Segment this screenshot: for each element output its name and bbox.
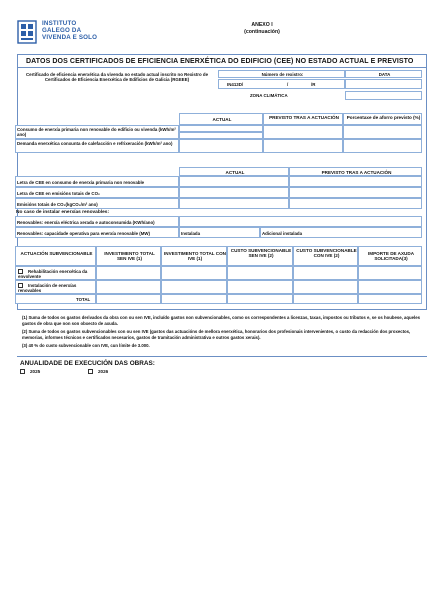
t2-row3-previsto[interactable] xyxy=(289,198,422,209)
t2-col-previsto: PREVISTO TRAS A ACTUACIÓN xyxy=(321,170,392,175)
t3-total-col6[interactable] xyxy=(358,294,422,304)
t2-row4-value[interactable] xyxy=(179,216,422,227)
t1-row1-label xyxy=(15,125,179,139)
t1-row2-text: Demanda enerxética conxunta de calefacción e refrixeración (kWh/m² ano) xyxy=(17,141,173,146)
t2-row3-text: Emisións totais de CO₂(kgCO₂/m² ano) xyxy=(17,202,98,207)
t1-row2-actual[interactable] xyxy=(179,139,263,153)
installed-label: Instalada xyxy=(181,231,201,236)
t2-row5-text: Renovables: capacidade operativa para enerxía renovable (MW) xyxy=(17,231,150,236)
t3-row1-col3[interactable] xyxy=(161,266,227,280)
t1-row1-actual[interactable] xyxy=(179,125,263,132)
t3-header-col3 xyxy=(161,246,227,266)
t1-row2-porcentaxe[interactable] xyxy=(343,139,422,153)
certificate-description: Certificado de eficiencia enerxética da vivenda no estado actual inscrito no Rexistro de Certificados de Eficiencia Enerxética de Edificios de Galicia (RGEEE) xyxy=(25,72,209,83)
t2-header-actual xyxy=(179,167,289,176)
t2-row1-text: Letra de CEE en consumo de enerxía primaria non renovable xyxy=(17,180,145,185)
annex-subtitle: (continuación) xyxy=(244,29,280,35)
t3-row1-col2[interactable] xyxy=(96,266,161,280)
t2-row1-previsto[interactable] xyxy=(289,176,422,187)
additional-installed-label: Adicional instalada xyxy=(262,231,303,236)
t3-row1-col6[interactable] xyxy=(358,266,422,280)
renewables-title: No caso de instalar enerxías renovables: xyxy=(16,210,110,215)
t3-header-col1 xyxy=(15,246,96,266)
t2-row4-label xyxy=(15,216,179,227)
climate-zone-field[interactable] xyxy=(345,91,422,100)
footnote-2: (2) Suma de todos os gastos subvencionables con ou sen IVE (gastos das actuacións de mellora enerxética, honorarios dos profesionais intervenientes, o custo da redacción dos proxectos, memorias, informes técnicos e certificados necesarios, gastos de tramitación administrativa e outros gastos xerais). xyxy=(22,328,411,341)
t3-col4: CUSTO SUBVENCIONABLE SEN IVE (2) xyxy=(230,248,292,259)
t3-row2-col2[interactable] xyxy=(96,280,161,294)
t3-row1-text: Rehabilitación enerxética da envolvente xyxy=(18,269,88,280)
years-title: ANUALIDADE DE EXECUCIÓN DAS OBRAS: xyxy=(20,360,155,367)
t3-total-col5[interactable] xyxy=(293,294,358,304)
logo-line-2: GALEGO DA xyxy=(42,27,82,35)
logo-line-3: VIVENDA E SOLO xyxy=(42,34,98,42)
t3-total-label xyxy=(15,294,96,304)
t1-row1-actual-b[interactable] xyxy=(179,132,263,139)
t3-total-col3[interactable] xyxy=(161,294,227,304)
t3-col1: ACTUACIÓN SUBVENCIONABLE xyxy=(20,251,93,256)
t1-row1-porcentaxe[interactable] xyxy=(343,125,422,139)
year-2026-label: 2026 xyxy=(98,369,109,374)
registry-separator-1: / xyxy=(287,82,289,87)
t2-row2-previsto[interactable] xyxy=(289,187,422,198)
climate-zone-label: ZONA CLIMÁTICA xyxy=(250,93,288,98)
t3-row2-col5[interactable] xyxy=(293,280,358,294)
t3-col5: CUSTO SUBVENCIONABLE CON IVE (2) xyxy=(296,248,357,259)
t2-header-previsto xyxy=(289,167,422,176)
t3-row2-label xyxy=(15,280,96,294)
t1-header-previsto xyxy=(263,113,343,125)
t1-col-actual: ACTUAL xyxy=(212,117,232,122)
footnote-1: (1) Suma de todos os gastos derivados da obra con ou sen IVE, incluído gastos non subvencionables, como os correspondentes a licenzas, taxas, impostos ou tributos e, se os houbese, aqueles gastos de obra que non son obxecto de axuda. xyxy=(22,315,421,327)
t1-row2-label xyxy=(15,139,179,153)
t2-row5-label xyxy=(15,227,179,238)
t1-col-porcentaxe: Porcentaxe de aforro previsto (%) xyxy=(346,115,421,120)
date-header xyxy=(345,70,422,78)
t2-row5-installed[interactable] xyxy=(179,227,260,238)
t3-total-col4[interactable] xyxy=(227,294,293,304)
annex-heading xyxy=(227,22,297,36)
t2-row1-actual[interactable] xyxy=(179,176,289,187)
section-title: DATOS DOS CERTIFICADOS DE EFICIENCIA ENERXÉTICA DO EDIFICIO (CEE) NO ESTADO ACTUAL E PREVISTO xyxy=(17,54,427,67)
t3-row2-col4[interactable] xyxy=(227,280,293,294)
t3-row1-col4[interactable] xyxy=(227,266,293,280)
footnotes xyxy=(22,315,422,350)
date-field[interactable] xyxy=(345,79,422,89)
year-2026-checkbox[interactable] xyxy=(88,369,93,374)
t3-header-col2 xyxy=(96,246,161,266)
registry-number-field[interactable] xyxy=(218,79,345,89)
t3-total-col2[interactable] xyxy=(96,294,161,304)
igvs-logo xyxy=(17,18,137,48)
total-label: TOTAL xyxy=(76,297,91,302)
t1-col-previsto: PREVISTO TRAS A ACTUACIÓN xyxy=(269,115,339,120)
t1-row1-previsto[interactable] xyxy=(263,125,343,139)
t2-row4-text: Renovables: enerxía eléctrica xerada e autoconsumida (KWh/ano) xyxy=(17,220,155,225)
t2-col-actual: ACTUAL xyxy=(225,170,245,175)
t3-header-col5 xyxy=(293,246,358,266)
t3-header-col6 xyxy=(358,246,422,266)
t2-row2-actual[interactable] xyxy=(179,187,289,198)
t3-row1-col5[interactable] xyxy=(293,266,358,280)
t2-row2-label xyxy=(15,187,179,198)
t3-col6: IMPORTE DE AXUDA SOLICITADA(3) xyxy=(367,251,415,262)
registry-prefix: IN413D/ xyxy=(227,82,244,87)
t3-header-col4 xyxy=(227,246,293,266)
t2-row3-actual[interactable] xyxy=(179,198,289,209)
t2-row2-text: Letra de CEE en emisións totais de CO₂ xyxy=(17,191,100,196)
year-2025-label: 2025 xyxy=(30,369,41,374)
t3-col3: INVESTIMENTO TOTAL CON IVE (1) xyxy=(164,251,226,262)
date-label: DATA xyxy=(378,72,391,77)
logo-line-1: INSTITUTO xyxy=(42,20,77,27)
t3-row2-text: Instalación de enerxías renovables xyxy=(18,283,77,294)
page-header xyxy=(17,18,427,48)
logo-emblem-icon xyxy=(17,20,37,44)
t3-row1-label xyxy=(15,266,96,280)
t2-row5-additional[interactable] xyxy=(260,227,422,238)
logo-text xyxy=(42,20,97,42)
footnote-3: (3) 40 % do custo subvencionable con IVE, cun límite de 3.000. xyxy=(22,342,150,348)
annex-title: ANEXO I xyxy=(251,22,273,28)
t3-col2: INVESTIMENTO TOTAL SEN IVE (1) xyxy=(104,251,155,262)
t2-row3-label xyxy=(15,198,179,209)
registry-number-header xyxy=(218,70,345,78)
t3-row2-col3[interactable] xyxy=(161,280,227,294)
t1-header-actual xyxy=(179,113,263,125)
t2-row1-label xyxy=(15,176,179,187)
t1-row1-text: Consumo de enerxía primaria non renovable do edificio ou vivenda (kWh/m² ano) xyxy=(17,127,176,138)
year-2025-checkbox[interactable] xyxy=(20,369,25,374)
registry-separator-2: /R xyxy=(311,82,316,87)
t3-row2-col6[interactable] xyxy=(358,280,422,294)
t1-header-porcentaxe xyxy=(343,113,422,125)
registry-number-label: Número de rexistro: xyxy=(261,72,304,77)
t1-row2-previsto[interactable] xyxy=(263,139,343,153)
